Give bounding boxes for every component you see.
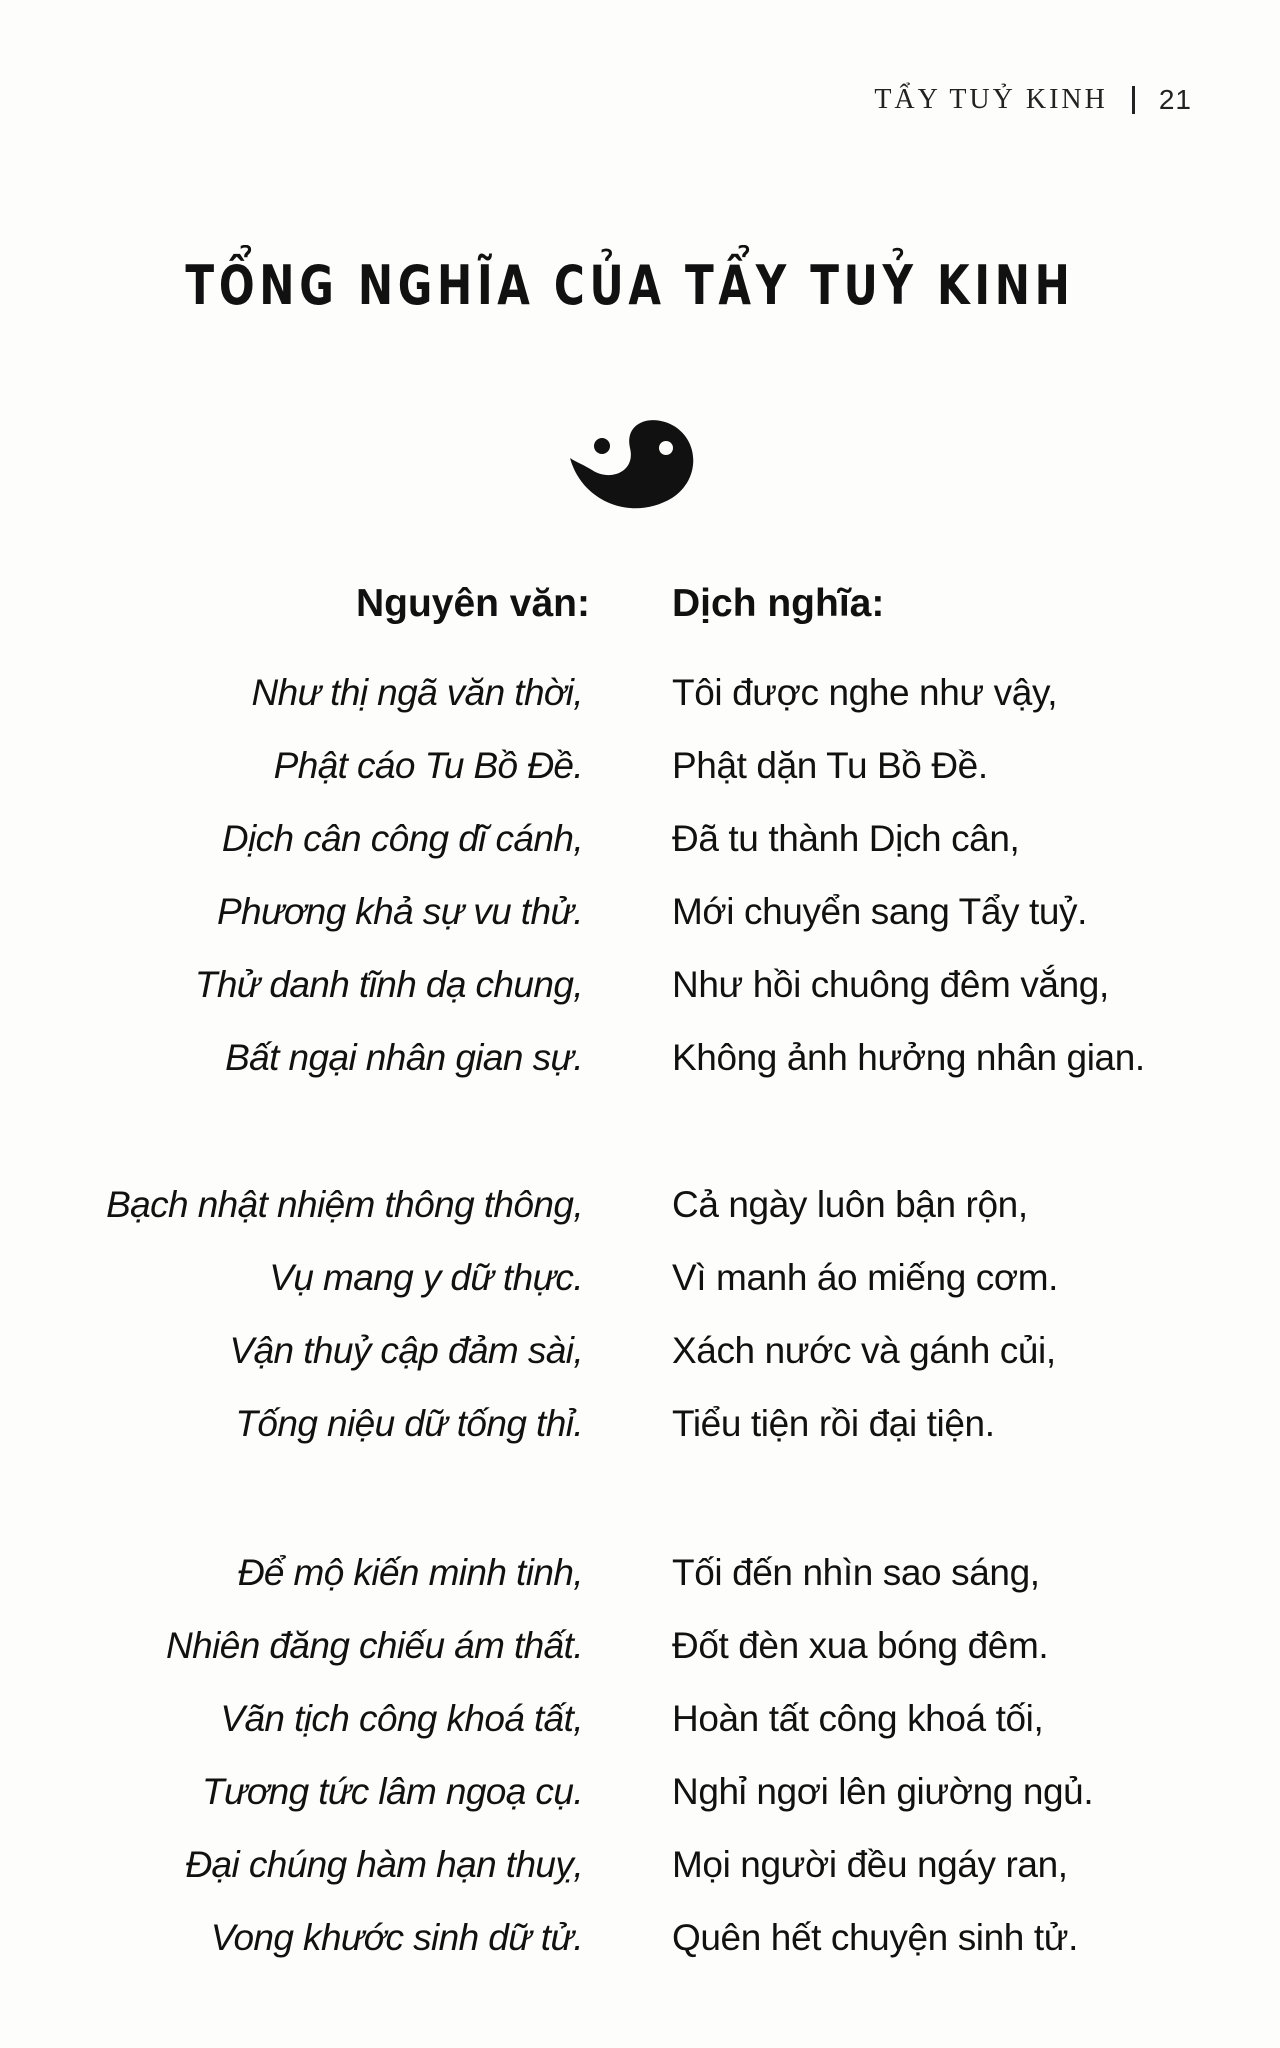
translation-line: Như hồi chuông đêm vắng, — [672, 964, 1109, 1005]
original-line: Vong khước sinh dữ tử. — [210, 1917, 583, 1958]
translation-stanza-2 — [672, 1168, 1058, 1460]
translation-stanza-1 — [672, 656, 1145, 1094]
translation-line: Hoàn tất công khoá tối, — [672, 1698, 1044, 1739]
translation-line: Đã tu thành Dịch cân, — [672, 818, 1020, 859]
translation-line: Xách nước và gánh củi, — [672, 1330, 1056, 1371]
yin-yang-icon — [560, 410, 700, 520]
original-line: Để mộ kiến minh tinh, — [237, 1552, 583, 1593]
translation-line: Tôi được nghe như vậy, — [672, 672, 1058, 713]
translation-line: Phật dặn Tu Bồ Đề. — [672, 745, 988, 786]
translation-line: Tối đến nhìn sao sáng, — [672, 1552, 1040, 1593]
original-line: Vận thuỷ cập đảm sài, — [229, 1330, 583, 1371]
chapter-title: TỔNG NGHĨA CỦA TẨY TUỶ KINH — [185, 254, 1075, 317]
translation-line: Cả ngày luôn bận rộn, — [672, 1184, 1028, 1225]
original-line: Vụ mang y dữ thực. — [269, 1257, 583, 1298]
original-line: Vãn tịch công khoá tất, — [220, 1698, 583, 1739]
original-line: Đại chúng hàm hạn thuỵ, — [185, 1844, 583, 1885]
original-stanza-1 — [195, 656, 583, 1094]
translation-line: Mới chuyển sang Tẩy tuỷ. — [672, 891, 1088, 932]
original-stanza-3 — [166, 1536, 583, 1974]
original-line: Tống niệu dữ tống thỉ. — [235, 1403, 583, 1444]
original-line: Phương khả sự vu thử. — [216, 891, 583, 932]
original-line: Như thị ngã văn thời, — [251, 672, 583, 713]
original-line: Thử danh tĩnh dạ chung, — [194, 964, 583, 1005]
original-stanza-2 — [106, 1168, 583, 1460]
original-line: Phật cáo Tu Bồ Đề. — [273, 745, 583, 786]
translation-line: Vì manh áo miếng cơm. — [672, 1257, 1059, 1298]
translation-line: Tiểu tiện rồi đại tiện. — [672, 1403, 995, 1444]
page-number: 21 — [1158, 84, 1192, 115]
original-line: Nhiên đăng chiếu ám thất. — [166, 1625, 583, 1666]
header-divider — [1132, 86, 1135, 114]
translation-line: Không ảnh hưởng nhân gian. — [672, 1037, 1145, 1078]
translation-line: Nghỉ ngơi lên giường ngủ. — [672, 1771, 1094, 1812]
running-title: TẨY TUỶ KINH — [874, 84, 1108, 115]
running-header — [874, 84, 1192, 116]
translation-heading: Dịch nghĩa: — [672, 582, 885, 625]
original-line: Bạch nhật nhiệm thông thông, — [106, 1184, 583, 1225]
original-line: Bất ngại nhân gian sự. — [225, 1037, 583, 1078]
original-line: Tương tức lâm ngoạ cụ. — [201, 1771, 583, 1812]
translation-stanza-3 — [672, 1536, 1093, 1974]
translation-line: Đốt đèn xua bóng đêm. — [672, 1625, 1049, 1666]
translation-line: Mọi người đều ngáy ran, — [672, 1844, 1068, 1885]
original-text-heading: Nguyên văn: — [355, 582, 590, 625]
original-line: Dịch cân công dĩ cánh, — [221, 818, 583, 859]
translation-line: Quên hết chuyện sinh tử. — [672, 1917, 1078, 1958]
